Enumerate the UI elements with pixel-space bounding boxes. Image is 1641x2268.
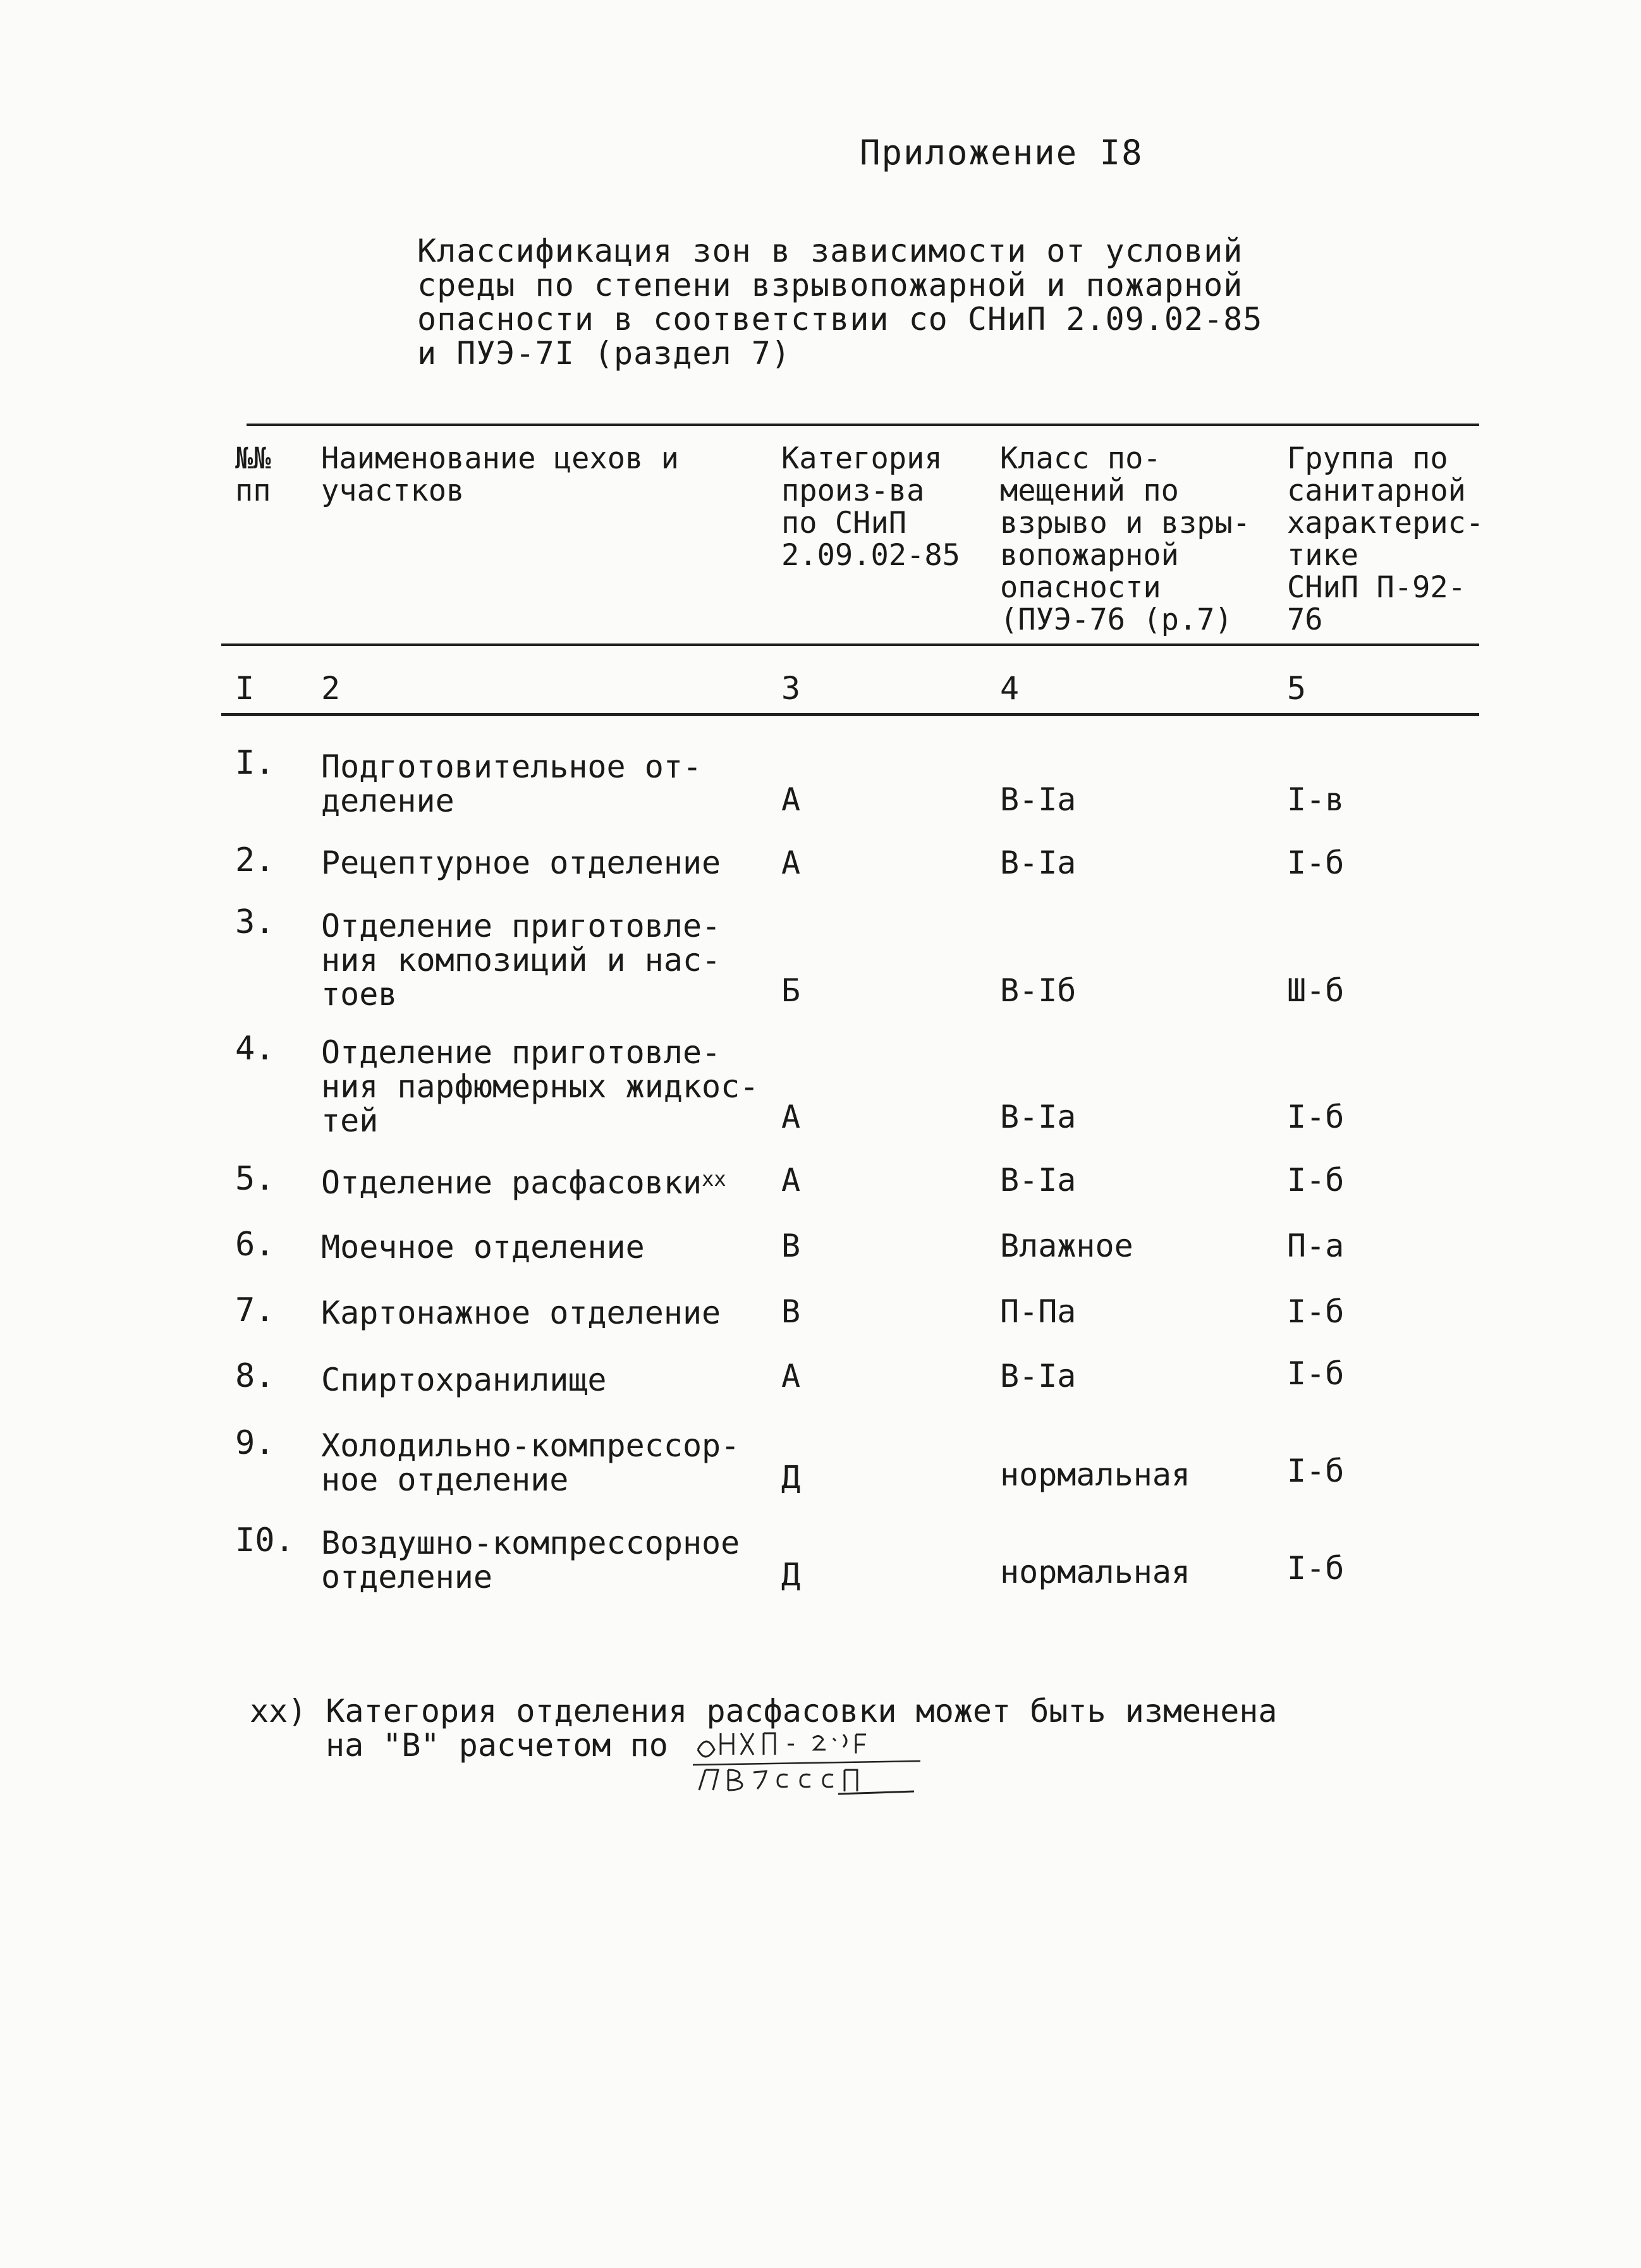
row-category: Д — [781, 1459, 801, 1496]
row-class: В-Iа — [1000, 1162, 1077, 1198]
row-number: 4. — [235, 1030, 275, 1068]
column-number: 5 — [1287, 670, 1307, 707]
row-category: Д — [781, 1556, 801, 1593]
row-category: А — [781, 1099, 801, 1135]
footnote-line-1: хх) Категория отделения расфасовки может быть изменена — [250, 1693, 1278, 1729]
row-group: I-б — [1287, 844, 1345, 881]
row-number: 8. — [235, 1357, 275, 1395]
footnote-marker: хх — [702, 1167, 726, 1191]
row-number: I0. — [235, 1521, 295, 1559]
row-category: В — [781, 1228, 801, 1264]
row-group: I-б — [1287, 1355, 1345, 1392]
row-category: В — [781, 1293, 801, 1330]
column-numbers-rule — [221, 713, 1479, 716]
row-name-wrapper — [321, 1166, 726, 1200]
row-category: А — [781, 1162, 801, 1198]
row-group: I-в — [1287, 781, 1345, 818]
row-class: нормальная — [1000, 1456, 1191, 1493]
row-category: Б — [781, 972, 801, 1009]
row-class: В-Iа — [1000, 844, 1077, 881]
row-class: нормальная — [1000, 1554, 1191, 1590]
row-name: Картонажное отделение — [321, 1295, 721, 1331]
row-class: В-Iа — [1000, 781, 1077, 818]
column-number: 2 — [321, 670, 341, 707]
row-group: I-б — [1287, 1453, 1345, 1489]
header-group: Группа по санитарной характерис- тике СНиП П-92- 76 — [1287, 441, 1484, 637]
row-name: Подготовительное от- деление — [321, 748, 702, 819]
column-number: I — [235, 670, 255, 707]
header-class: Класс по- мещений по взрыво и взры- вопожарной опасности (ПУЭ-76 (р.7) — [1000, 441, 1251, 637]
row-group: I-б — [1287, 1162, 1345, 1198]
row-number: I. — [235, 744, 275, 782]
row-name: Холодильно-компрессор- ное отделение — [321, 1427, 740, 1498]
row-group: I-б — [1287, 1550, 1345, 1587]
row-category: А — [781, 1358, 801, 1394]
appendix-label: Приложение I8 — [860, 133, 1144, 173]
row-name: Отделение приготовле- ния парфюмерных жидкос- тей — [321, 1034, 759, 1139]
row-name: Спиртохранилище — [321, 1362, 607, 1398]
row-class: П-Па — [1000, 1293, 1077, 1330]
header-number: №№ пп — [235, 441, 271, 508]
row-number: 9. — [235, 1424, 275, 1462]
header-bottom-rule — [221, 643, 1479, 646]
column-number: 4 — [1000, 670, 1020, 707]
row-group: П-а — [1287, 1228, 1345, 1264]
document-title: Классификация зон в зависимости от условий среды по степени взрывопожарной и пожарной опасности в соответствии со СНиП 2.09.02-85 и ПУЭ-7I (раздел 7) — [417, 233, 1263, 372]
row-group: I-б — [1287, 1293, 1345, 1330]
row-name: Рецептурное отделение — [321, 844, 721, 881]
row-name: Отделение приготовле- ния композиций и нас- тоев — [321, 908, 721, 1013]
row-category: А — [781, 844, 801, 881]
row-class: В-Iб — [1000, 972, 1077, 1009]
header-category: Категория произ-ва по СНиП 2.09.02-85 — [781, 441, 960, 573]
header-name: Наименование цехов и участков — [321, 441, 679, 508]
row-category: А — [781, 781, 801, 818]
table-top-rule — [247, 424, 1479, 426]
row-group: I-б — [1287, 1099, 1345, 1135]
row-class: В-Iа — [1000, 1099, 1077, 1135]
handwritten-reference — [693, 1726, 920, 1802]
row-class: Влажное — [1000, 1228, 1133, 1264]
row-number: 7. — [235, 1291, 275, 1329]
row-class: В-Iа — [1000, 1358, 1077, 1394]
row-group: Ш-б — [1287, 972, 1345, 1009]
column-number: 3 — [781, 670, 801, 707]
footnote-line-2: на "В" расчетом по — [326, 1727, 668, 1764]
row-name: Воздушно-компрессорное отделение — [321, 1525, 740, 1595]
row-number: 5. — [235, 1160, 275, 1198]
row-name: Моечное отделение — [321, 1229, 645, 1265]
row-number: 3. — [235, 903, 275, 941]
row-name: Отделение расфасовки — [321, 1164, 702, 1201]
row-number: 6. — [235, 1226, 275, 1264]
row-number: 2. — [235, 841, 275, 879]
